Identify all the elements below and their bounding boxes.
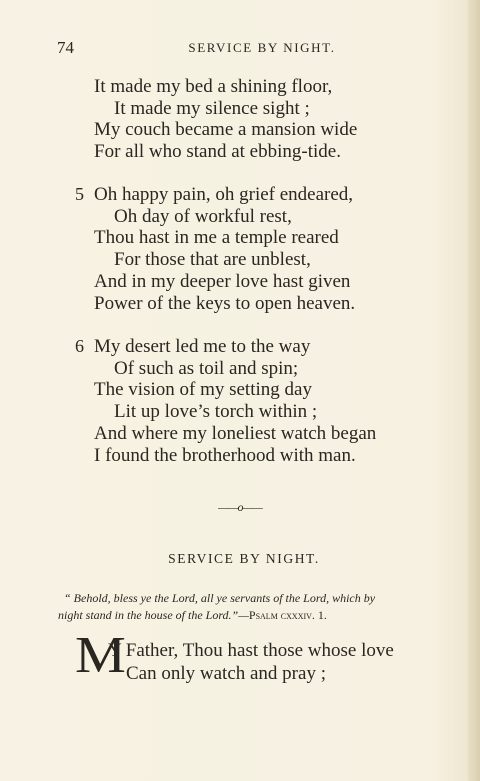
verse-line: I found the brotherhood with man. [94,444,356,466]
epigraph [58,590,428,624]
verse-line: The vision of my setting day [94,379,312,401]
verse-line: Thou hast in me a temple reared [94,227,339,249]
verse-line: It made my bed a shining floor, [94,76,333,97]
verse-line: My couch became a mansion wide [94,119,358,141]
stanza-6 [75,336,377,466]
verse-line: Of such as toil and spin; [114,357,299,379]
running-title: SERVICE BY NIGHT. [188,40,336,55]
section-divider: ——o—— [218,500,262,514]
drop-cap: M [75,627,124,684]
hymn-opening [108,639,394,685]
verse-line: It made my silence sight ; [114,97,310,119]
verse-line: Y Father, Thou hast those whose love [108,640,394,661]
stanza-number: 5 [75,184,84,204]
epigraph-text: night stand in the house of the Lord.”— [58,608,249,622]
stanza-number: 6 [75,336,84,356]
page-gutter-edge [468,0,480,781]
epigraph-line: “ Behold, bless ye the Lord, all ye servants of the Lord, which by [64,591,376,605]
verse-line: Power of the keys to open heaven. [94,292,356,314]
page-number: 74 [57,38,74,57]
verse-line: And in my deeper love hast given [94,270,351,292]
stanza-5 [75,184,356,314]
verse-line: My desert led me to the way [94,336,311,357]
verse-line: Can only watch and pray ; [126,663,326,684]
hymn-title: SERVICE BY NIGHT. [168,551,320,566]
verse-line: Oh day of workful rest, [114,205,292,227]
verse-line: For those that are unblest, [114,249,311,271]
epigraph-line [58,607,428,624]
verse-line: Oh happy pain, oh grief endeared, [94,184,354,205]
verse-line: And where my loneliest watch began [94,422,377,444]
verse-line: For all who stand at ebbing-tide. [94,141,341,163]
stanza-continuation [94,76,357,163]
verse-line: Lit up love’s torch within ; [114,401,318,423]
running-head [57,38,427,58]
epigraph-source: Psalm cxxxiv. 1. [248,608,327,622]
